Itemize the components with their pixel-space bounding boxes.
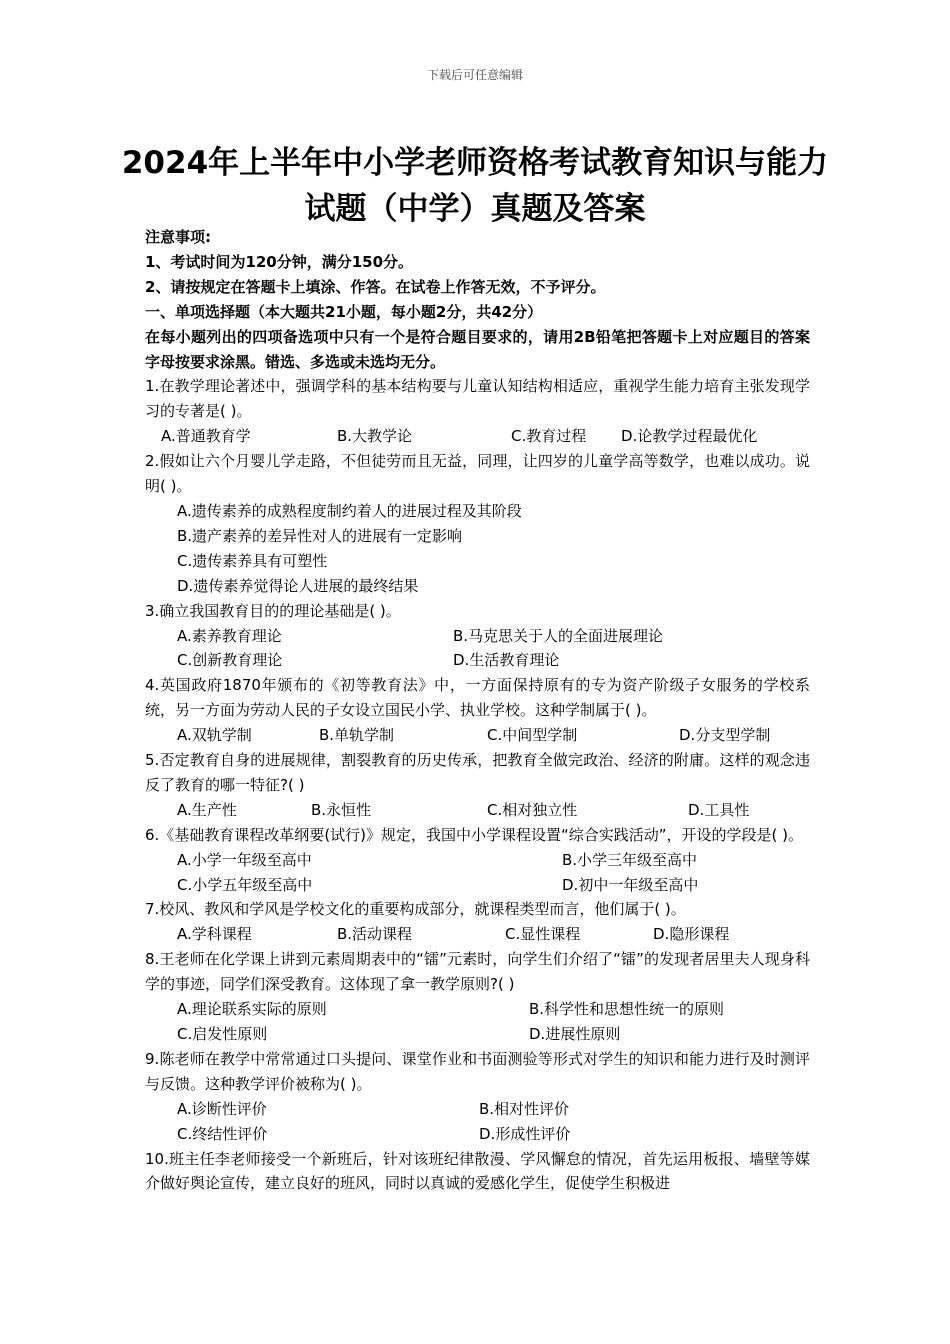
question-6-stem: 6.《基础教育课程改革纲要(试行)》规定，我国中小学课程设置“综合实践活动”，开设的学段是( )。 — [145, 825, 804, 844]
option-d: D.隐形课程 — [653, 925, 730, 944]
option-d: D.形成性评价 — [479, 1124, 571, 1143]
option-c: C.启发性原则 — [177, 1025, 268, 1043]
question-7-stem: 7.校风、教风和学风是学校文化的重要构成部分，就课程类型而言，他们属于( )。 — [145, 900, 686, 919]
page-title-line-1: 2024年上半年中小学老师资格考试教育知识与能力 — [121, 145, 829, 181]
question-1-stem: 1.在教学理论著述中，强调学科的基本结构要与儿童认知结构相适应，重视学生能力培育主张发现学习的专著是( )。 — [145, 377, 810, 421]
option-b: B.小学三年级至高中 — [562, 850, 698, 869]
option-c: C.显性课程 — [505, 925, 581, 944]
question-8-options-row-1 — [145, 997, 810, 1022]
section-instruction: 在每小题列出的四项备选项中只有一个是符合题目要求的，请用2B铅笔把答题卡上对应题目的答案字母按要求涂黑。错选、多选或未选均无分。 — [145, 327, 810, 371]
question-5-options — [145, 798, 810, 823]
notice-heading: 注意事项: — [145, 228, 211, 246]
option-a: A.理论联系实际的原则 — [177, 1000, 327, 1019]
option-c: C.教育过程 — [511, 427, 587, 446]
option-d: D.论教学过程最优化 — [621, 427, 758, 446]
option-d: D.遗传素养觉得论人进展的最终结果 — [177, 576, 419, 595]
option-b: B.单轨学制 — [319, 726, 395, 745]
option-c: C.相对独立性 — [487, 800, 578, 819]
option-b: B.活动课程 — [337, 925, 413, 944]
question-2-stem: 2.假如让六个月婴儿学走路，不但徒劳而且无益，同理，让四岁的儿童学高等数学，也难以成功。说明( )。 — [145, 452, 810, 496]
option-c: C.中间型学制 — [487, 726, 578, 745]
notice-item-2: 2、请按规定在答题卡上填涂、作答。在试卷上作答无效，不予评分。 — [145, 277, 606, 296]
question-4-stem: 4.英国政府1870年颁布的《初等教育法》中，一方面保持原有的专为资产阶级子女服务的学校系统，另一方面为劳动人民的子女设立国民小学、执业学校。这种学制属于( )。 — [145, 676, 810, 720]
option-b: B.相对性评价 — [479, 1099, 570, 1118]
question-8-options-row-2 — [145, 1022, 810, 1047]
option-c: C.创新教育理论 — [177, 651, 283, 670]
section-heading: 一、单项选择题（本大题共21小题，每小题2分，共42分） — [145, 302, 543, 321]
question-8-stem: 8.王老师在化学课上讲到元素周期表中的“镭”元素时，向学生们介绍了“镭”的发现者居里夫人现身科学的事迹，同学们深受教育。这体现了拿一教学原则?( ) — [145, 950, 810, 994]
exam-body — [145, 225, 810, 1196]
option-b: B.科学性和思想性统一的原则 — [529, 1000, 725, 1019]
option-a: A.小学一年级至高中 — [177, 850, 312, 869]
option-a: A.素养教育理论 — [177, 626, 282, 645]
option-a: A.遗传素养的成熟程度制约着人的进展过程及其阶段 — [177, 501, 522, 520]
option-b: B.永恒性 — [311, 800, 372, 819]
option-d: D.分支型学制 — [679, 726, 771, 745]
option-d: D.进展性原则 — [529, 1025, 621, 1043]
question-10-stem: 10.班主任李老师接受一个新班后，针对该班纪律散漫、学风懈怠的情况，首先运用板报、墙壁等媒介做好舆论宣传，建立良好的班风，同时以真诚的爱感化学生，促使学生积极进 — [145, 1149, 810, 1193]
question-6-options-row-1 — [145, 848, 810, 873]
option-c: C.小学五年级至高中 — [177, 875, 313, 894]
option-c: C.遗传素养具有可塑性 — [177, 551, 328, 570]
option-d: D.初中一年级至高中 — [562, 875, 699, 894]
question-3-options-row-1 — [145, 624, 810, 649]
question-9-options-row-1 — [145, 1097, 810, 1122]
option-d: D.工具性 — [688, 800, 750, 819]
option-b: B.马克思关于人的全面进展理论 — [453, 626, 664, 645]
question-7-options — [145, 922, 810, 947]
option-b: B.大教学论 — [337, 427, 413, 446]
option-a: A.双轨学制 — [177, 726, 252, 745]
question-3-stem: 3.确立我国教育目的的理论基础是( )。 — [145, 601, 401, 620]
question-9-stem: 9.陈老师在教学中常常通过口头提问、课堂作业和书面测验等形式对学生的知识和能力进行及时测评与反馈。这种教学评价被称为( )。 — [145, 1049, 810, 1093]
option-b: B.遗产素养的差异性对人的进展有一定影响 — [177, 526, 463, 545]
option-a: A.普通教育学 — [161, 427, 251, 446]
option-a: A.学科课程 — [177, 925, 252, 944]
header-note: 下载后可任意编辑 — [426, 68, 523, 82]
option-a: A.生产性 — [177, 800, 237, 819]
option-a: A.诊断性评价 — [177, 1099, 267, 1118]
option-c: C.终结性评价 — [177, 1124, 268, 1143]
question-1-options — [145, 424, 810, 449]
page-title-line-2: 试题（中学）真题及答案 — [304, 191, 646, 227]
question-9-options-row-2 — [145, 1122, 810, 1147]
option-d: D.生活教育理论 — [453, 651, 560, 670]
question-5-stem: 5.否定教育自身的进展规律，割裂教育的历史传承，把教育全做完政治、经济的附庸。这样的观念违反了教育的哪一特征?( ) — [145, 751, 810, 794]
question-4-options — [145, 723, 810, 748]
question-6-options-row-2 — [145, 873, 810, 898]
question-3-options-row-2 — [145, 648, 810, 673]
notice-item-1: 1、考试时间为120分钟，满分150分。 — [145, 252, 414, 271]
